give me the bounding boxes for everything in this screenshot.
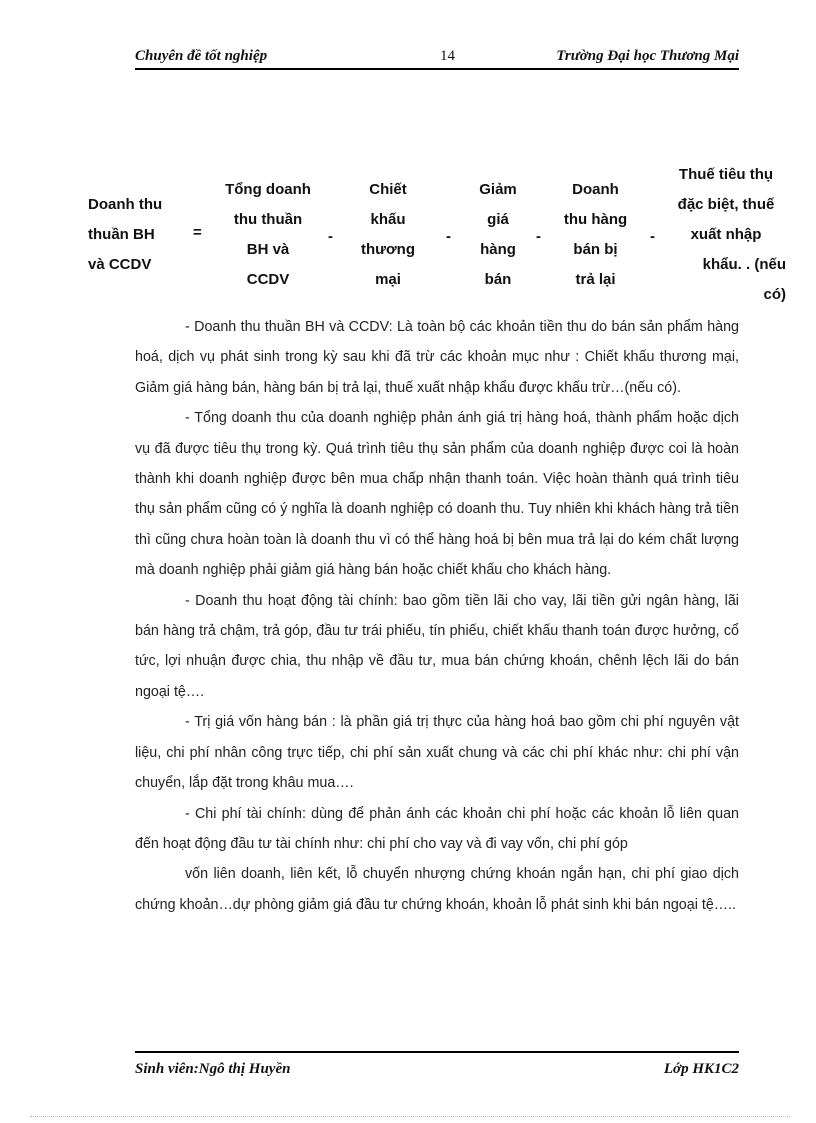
footer-class: Lớp HK1C2 — [663, 1061, 739, 1077]
revenue-formula — [88, 160, 788, 310]
paragraph-financial-expenses-cont: vốn liên doanh, liên kết, lỗ chuyển nhượng chứng khoán ngắn hạn, chi phí giao dịch chứng khoản…dự phòng giảm giá đầu tư chứng khoán, khoản lỗ phát sinh khi bán ngoại tệ….. — [135, 866, 739, 913]
formula-term-taxes — [666, 160, 786, 310]
formula-term-line: thu thuần — [233, 211, 303, 228]
minus-sign: - — [536, 228, 541, 245]
formula-term-line: Giảm — [479, 181, 517, 198]
footer-student: Sinh viên:Ngô thị Huyền — [135, 1061, 291, 1077]
formula-term-line: CCDV — [246, 271, 290, 288]
page-number: 14 — [440, 48, 455, 64]
paragraph-financial-revenue: - Doanh thu hoạt động tài chính: bao gồm tiền lãi cho vay, lãi tiền gửi ngân hàng, lãi bán hàng trả chậm, trả góp, đầu tư trái phiếu, tín phiếu, chiết khấu thanh toán được hưởng, cổ tức, lợi nhuận được chia, thu nhập về đầu tư, mua bán chứng khoán, chênh lệch lãi do bán ngoại tệ…. — [135, 592, 739, 700]
formula-term-line: đặc biệt, thuế — [677, 196, 775, 213]
formula-term-line: thu hàng — [563, 211, 628, 228]
formula-term-line: bán bị — [573, 241, 618, 258]
body-text — [135, 312, 739, 920]
paragraph-cost-of-goods: - Trị giá vốn hàng bán : là phần giá trị thực của hàng hoá bao gồm chi phí nguyên vật liệu, chi phí nhân công trực tiếp, chi phí sản xuất chung và các chi phí khác như: chi phí vận chuyển, lắp đặt trong khâu mua…. — [135, 714, 739, 792]
paragraph-net-revenue: - Doanh thu thuần BH và CCDV: Là toàn bộ các khoản tiền thu do bán sản phẩm hàng hoá, dịch vụ phát sinh trong kỳ sau khi đã trừ các khoản mục như : Chiết khấu thương mại, Giảm giá hàng bán, hàng bán bị trả lại, thuế xuất nhập khẩu được khấu trừ…(nếu có). — [135, 319, 739, 396]
minus-sign: - — [328, 228, 333, 245]
formula-term-line: Chiết — [369, 181, 407, 198]
formula-term-line: khấu — [370, 211, 406, 228]
formula-term-line: mại — [375, 271, 401, 288]
formula-term-line: trả lại — [575, 271, 616, 288]
formula-lhs-line: Doanh thu — [88, 196, 163, 213]
formula-term-line: xuất nhập — [690, 226, 762, 243]
formula-term-line: khẩu. . (nếu — [702, 256, 786, 273]
formula-term-line: BH và — [246, 241, 290, 258]
formula-term-line: bán — [484, 271, 512, 288]
header-university: Trường Đại học Thương Mại — [556, 48, 739, 64]
formula-lhs-line: và CCDV — [88, 256, 152, 273]
paragraph-financial-expenses: - Chi phí tài chính: dùng để phản ánh các khoản chi phí hoặc các khoản lỗ liên quan đến hoạt động đầu tư tài chính như: chi phí cho vay và đi vay vốn, chi phí góp — [135, 805, 739, 852]
minus-sign: - — [650, 228, 655, 245]
equals-sign: = — [193, 224, 202, 241]
formula-term-line: thương — [360, 241, 415, 258]
page-edge-dots — [30, 1116, 790, 1117]
formula-term-line: Thuế tiêu thụ — [678, 166, 774, 183]
formula-term-line: Tổng doanh — [225, 181, 311, 198]
formula-lhs — [88, 190, 188, 280]
minus-sign: - — [446, 228, 451, 245]
formula-term-returned-goods — [548, 175, 643, 295]
page-footer — [135, 1051, 739, 1081]
formula-term-total-revenue — [213, 175, 323, 295]
paragraph-total-revenue: - Tổng doanh thu của doanh nghiệp phản ánh giá trị hàng hoá, thành phẩm hoặc dịch vụ đã được tiêu thụ trong kỳ. Quá trình tiêu thụ sản phẩm của doanh nghiệp được coi là hoàn thành khi doanh nghiệp được bên mua chấp nhận thanh toán. Việc hoàn thành quá trình tiêu thụ sản phẩm cũng có ý nghĩa là doanh nghiệp có doanh thu. Tuy nhiên khi khách hàng trả tiền thì cũng chưa hoàn toàn là doanh thu vì có thể hàng hoá bị bên mua trả lại do kém chất lượng mà doanh nghiệp phải giảm giá hàng bán hoặc chiết khấu cho khách hàng. — [135, 410, 739, 579]
formula-term-line: Doanh — [572, 181, 619, 198]
formula-term-sales-allowance — [463, 175, 533, 295]
header-thesis-title: Chuyên đề tốt nghiệp — [135, 48, 268, 64]
formula-lhs-line: thuần BH — [88, 226, 155, 243]
formula-term-line: hàng — [480, 241, 516, 258]
formula-term-line: có) — [763, 286, 786, 303]
formula-term-line: giá — [487, 211, 509, 228]
page-header — [135, 48, 739, 70]
formula-term-trade-discount — [343, 175, 433, 295]
